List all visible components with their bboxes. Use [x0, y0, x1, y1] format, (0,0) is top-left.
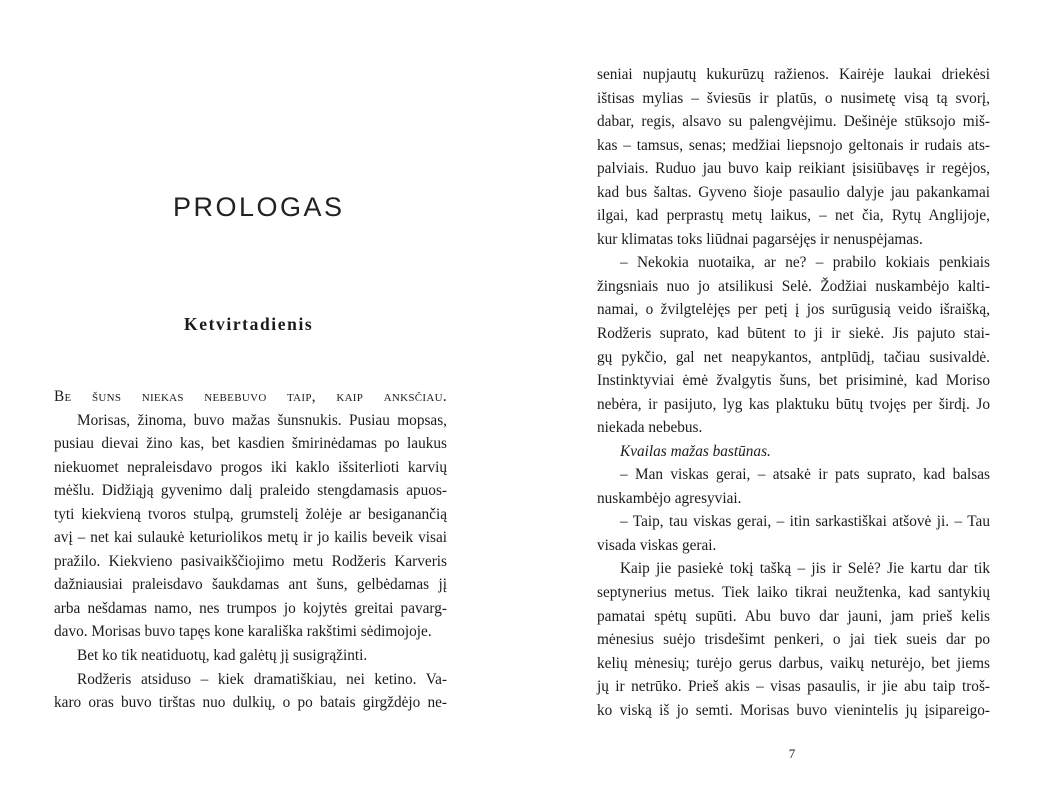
left-page: [0, 0, 521, 801]
text-line: avį – net kai sulaukė keturiolikos metų ir jo kailis beveik visai: [54, 529, 447, 547]
right-page: [521, 0, 1043, 801]
text-line: kad bus šaltas. Gyveno šioje pasaulio dalyje jau pakankamai: [597, 183, 990, 201]
text-line: nebėra, ir pasijuto, lyg kas plaktuku būtų tvojęs per širdį. Jo: [597, 395, 990, 413]
text-line: kelių mėnesių; turėjo gerus darbus, vaikų neturėjo, bet jiems: [597, 654, 990, 672]
text-line: palviais. Ruduo jau buvo kaip reikiant įsisiūbavęs ir regėjos,: [597, 160, 990, 178]
text-line: gų pykčio, gal net neapykantos, antplūdį, tačiau susivaldė.: [597, 348, 990, 366]
text-line: jų ir netrūko. Prieš akis – visas pasaulis, ir jie abu taip troš-: [597, 678, 990, 696]
text-line: Rodžeris suprato, kad būtent to ji ir siekė. Jis pajuto stai-: [597, 325, 990, 343]
text-line: mėnesius suėjo trisdešimt penkeri, o jai tiek sueis dar po: [597, 631, 990, 649]
text-line: seniai nupjautų kukurūzų ražienos. Kairėje laukai driekėsi: [597, 66, 990, 83]
text-line: žingsniais nuo jo atsilikusi Selė. Žodžiai nuskambėjo kalti-: [597, 277, 990, 295]
text-line: namai, o žvilgtelėjęs per petį į jos surūgusią veido išraišką,: [597, 301, 990, 319]
text-line: karo oras buvo tirštas nuo dulkių, o po batais girgždėjo ne-: [54, 694, 447, 712]
text-line: septynerius metus. Tiek laiko tikrai neužtenka, kad santykių: [597, 584, 990, 602]
text-line: mėšlu. Didžiąją gyvenimo dalį praleido stengdamasis apuos-: [54, 482, 447, 500]
text-line: niekada nebebus.: [597, 419, 703, 437]
text-line: ilgai, kad perprastų metų laikus, – net čia, Rytų Anglijoje,: [597, 207, 990, 225]
body-text-right: [597, 63, 990, 722]
text-line: nuskambėjo agresyviai.: [597, 489, 742, 507]
text-line: kas – tamsus, senas; medžiai liepsnojo geltonais ir rudais ats-: [597, 136, 990, 154]
text-line: – Taip, tau viskas gerai, – itin sarkastiškai atšovė ji. – Tau: [620, 513, 990, 531]
text-line: Bet ko tik neatiduotų, kad galėtų jį susigrąžinti.: [77, 647, 368, 665]
text-line: ko viską iš jo semti. Morisas buvo vienintelis jų įsipareigo-: [597, 701, 990, 719]
chapter-title: PROLOGAS: [173, 192, 345, 222]
body-text-left: [54, 385, 447, 715]
text-line: kur klimatas toks liūdnai pagarsėjęs ir nenuspėjamas.: [597, 230, 923, 248]
text-line: niekuomet nepraleisdavo progos iki kaklo išsiterlioti karvių: [54, 458, 447, 476]
text-line: Be šuns niekas nebebuvo taip, kaip anksčiau.: [54, 388, 447, 405]
text-line: Rodžeris atsiduso – kiek dramatiškiau, nei ketino. Va-: [77, 670, 447, 688]
text-line: dabar, regis, alsavo su palengvėjimu. Dešinėje stūksojo miš-: [597, 113, 990, 131]
text-line: pusiau dievai žino kas, bet kasdien šmirinėdamas po laukus: [54, 435, 447, 453]
text-line: visada viskas gerai.: [597, 536, 717, 554]
text-line: – Man viskas gerai, – atsakė ir pats suprato, kad balsas: [620, 466, 990, 484]
page-number: 7: [788, 746, 796, 761]
text-line: pražilo. Kiekvieno pasivaikščiojimo metu Rodžeris Karveris: [54, 552, 447, 570]
text-line: – Nekokia nuotaika, ar ne? – prabilo kokiais penkiais: [620, 254, 990, 272]
text-line: davo. Morisas buvo tapęs kone karališka rakštimi sėdimojoje.: [54, 623, 432, 641]
text-line: Kvailas mažas bastūnas.: [620, 442, 771, 460]
text-line: tyti kiekvieną tvoros stulpą, grumstelį žolėje ar besiganančią: [54, 505, 447, 523]
text-line: arba nešdamas namo, nes trumpos jo kojytės greitai pavarg-: [54, 599, 447, 617]
text-line: dažniausiai praleisdavo šaukdamas ant šuns, gelbėdamas jį: [54, 576, 447, 594]
text-line: Kaip jie pasiekė tokį tašką – jis ir Selė? Jie kartu dar tik: [620, 560, 990, 578]
text-line: ištisas mylias – šviesūs ir platūs, o nusimetę visą tą svorį,: [597, 89, 990, 107]
text-line: pamatai spėtų supūti. Abu buvo dar jauni, jam prieš kelis: [597, 607, 990, 625]
text-line: Instinktyviai ėmė žvalgytis šuns, bet prisiminė, kad Moriso: [597, 372, 990, 390]
text-line: Morisas, žinoma, buvo mažas šunsnukis. Pusiau mopsas,: [77, 411, 447, 429]
section-title: Ketvirtadienis: [184, 314, 314, 334]
